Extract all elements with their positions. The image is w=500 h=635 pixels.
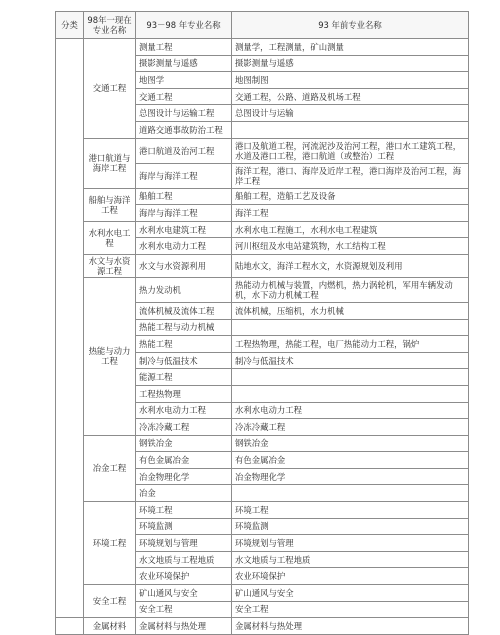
major-name-table	[55, 11, 469, 635]
mid-name-cell: 能源工程	[136, 369, 232, 386]
old-name-cell: 交通工程，公路、道路及机场工程	[232, 88, 469, 105]
header-93-98-name: 93－98 年专业名称	[136, 12, 232, 39]
old-name-cell	[232, 319, 469, 336]
mid-name-cell: 金属材料与热处理	[136, 618, 232, 635]
mid-name-cell: 水利水电建筑工程	[136, 221, 232, 238]
table-row	[56, 138, 469, 163]
old-name-cell	[232, 121, 469, 138]
old-name-cell: 海洋工程，港口、海岸及近岸工程，港口海岸及治河工程，海岸工程	[232, 163, 469, 188]
old-name-cell: 环境监测	[232, 518, 469, 535]
mid-name-cell: 矿山通风与安全	[136, 585, 232, 602]
mid-name-cell: 总图设计与运输工程	[136, 105, 232, 122]
old-name-cell: 海洋工程	[232, 205, 469, 222]
old-name-cell: 环境工程	[232, 502, 469, 519]
mid-name-cell: 有色金属冶金	[136, 452, 232, 469]
old-name-cell: 船舶工程，造船工艺及设备	[232, 188, 469, 205]
table-row	[56, 254, 469, 277]
table-row	[56, 39, 469, 56]
old-name-cell	[232, 485, 469, 502]
old-name-cell: 水利水电动力工程	[232, 402, 469, 419]
table-row	[56, 618, 469, 635]
old-name-cell: 地图制图	[232, 72, 469, 89]
mid-name-cell: 安全工程	[136, 601, 232, 618]
old-name-cell: 总图设计与运输	[232, 105, 469, 122]
table-row	[56, 585, 469, 602]
group-name-cell: 环境工程	[84, 502, 136, 585]
old-name-cell: 港口及航道工程，河流泥沙及治河工程，港口水工建筑工程，水道及港口工程，港口航道（或整治）工程	[232, 138, 469, 163]
mid-name-cell: 流体机械及流体工程	[136, 302, 232, 319]
group-name-cell: 交通工程	[84, 39, 136, 139]
old-name-cell: 工程热物理，热能工程，电厂热能动力工程，锅炉	[232, 336, 469, 353]
old-name-cell: 水文地质与工程地质	[232, 551, 469, 568]
mid-name-cell: 环境工程	[136, 502, 232, 519]
mid-name-cell: 农业环境保护	[136, 568, 232, 585]
header-pre93-name: 93 年前专业名称	[232, 12, 469, 39]
mid-name-cell: 水文地质与工程地质	[136, 551, 232, 568]
mid-name-cell: 水文与水资源利用	[136, 254, 232, 277]
group-name-cell: 金属材料	[84, 618, 136, 635]
group-name-cell: 船舶与海洋工程	[84, 188, 136, 221]
mid-name-cell: 环境规划与管理	[136, 535, 232, 552]
old-name-cell: 钢铁冶金	[232, 435, 469, 452]
group-name-cell: 热能与动力工程	[84, 277, 136, 435]
old-name-cell	[232, 369, 469, 386]
header-current-name: 98年一现在专业名称	[84, 12, 136, 39]
mid-name-cell: 工程热物理	[136, 385, 232, 402]
old-name-cell: 矿山通风与安全	[232, 585, 469, 602]
mid-name-cell: 道路交通事故防治工程	[136, 121, 232, 138]
mid-name-cell: 冶金物理化学	[136, 468, 232, 485]
old-name-cell: 流体机械，压缩机，水力机械	[232, 302, 469, 319]
mid-name-cell: 水利水电动力工程	[136, 238, 232, 255]
category-cell	[56, 618, 84, 635]
mid-name-cell: 港口航道及治河工程	[136, 138, 232, 163]
header-row	[56, 12, 469, 39]
group-name-cell: 港口航道与海岸工程	[84, 138, 136, 188]
old-name-cell: 陆地水文，海洋工程水文，水资源规划及利用	[232, 254, 469, 277]
table-row	[56, 277, 469, 302]
table-row	[56, 188, 469, 205]
mid-name-cell: 热力发动机	[136, 277, 232, 302]
old-name-cell: 测量学，工程测量，矿山测量	[232, 39, 469, 56]
group-name-cell: 水利水电工程	[84, 221, 136, 254]
old-name-cell: 摄影测量与遥感	[232, 55, 469, 72]
mid-name-cell: 冷冻冷藏工程	[136, 419, 232, 436]
mid-name-cell: 环境监测	[136, 518, 232, 535]
mid-name-cell: 热能工程	[136, 336, 232, 353]
group-name-cell: 安全工程	[84, 585, 136, 618]
mid-name-cell: 制冷与低温技术	[136, 352, 232, 369]
old-name-cell: 环境规划与管理	[232, 535, 469, 552]
old-name-cell: 金属材料与热处理	[232, 618, 469, 635]
mid-name-cell: 海岸与海洋工程	[136, 163, 232, 188]
old-name-cell: 有色金属冶金	[232, 452, 469, 469]
mid-name-cell: 冶金	[136, 485, 232, 502]
old-name-cell: 水利水电工程施工，水利水电工程建筑	[232, 221, 469, 238]
mid-name-cell: 交通工程	[136, 88, 232, 105]
table-body	[56, 39, 469, 635]
old-name-cell: 农业环境保护	[232, 568, 469, 585]
old-name-cell: 制冷与低温技术	[232, 352, 469, 369]
header-category: 分类	[56, 12, 84, 39]
table-row	[56, 221, 469, 238]
old-name-cell: 河川枢纽及水电站建筑物，水工结构工程	[232, 238, 469, 255]
table-row	[56, 502, 469, 519]
mid-name-cell: 海岸与海洋工程	[136, 205, 232, 222]
category-cell	[56, 39, 84, 618]
mid-name-cell: 水利水电动力工程	[136, 402, 232, 419]
mid-name-cell: 钢铁冶金	[136, 435, 232, 452]
mid-name-cell: 测量工程	[136, 39, 232, 56]
group-name-cell: 冶金工程	[84, 435, 136, 501]
table-row	[56, 435, 469, 452]
mid-name-cell: 船舶工程	[136, 188, 232, 205]
mid-name-cell: 热能工程与动力机械	[136, 319, 232, 336]
old-name-cell	[232, 385, 469, 402]
group-name-cell: 水文与水资源工程	[84, 254, 136, 277]
old-name-cell: 热能动力机械与装置，内燃机，热力涡轮机，军用车辆发动机，水下动力机械工程	[232, 277, 469, 302]
old-name-cell: 冷冻冷藏工程	[232, 419, 469, 436]
old-name-cell: 安全工程	[232, 601, 469, 618]
mid-name-cell: 地图学	[136, 72, 232, 89]
mid-name-cell: 摄影测量与遥感	[136, 55, 232, 72]
old-name-cell: 冶金物理化学	[232, 468, 469, 485]
